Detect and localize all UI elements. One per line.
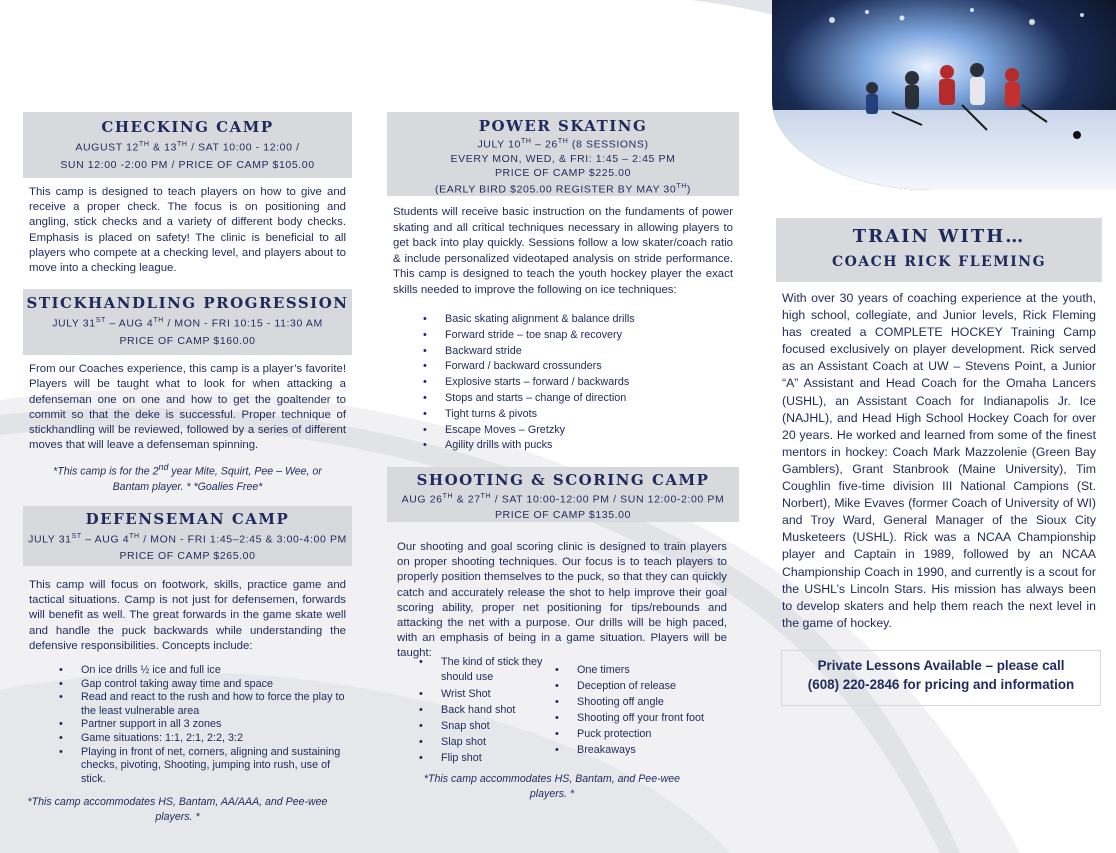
coach-header [776, 218, 1102, 282]
list-item: • One timers [553, 662, 733, 678]
list-item: • Agility drills with pucks [421, 438, 721, 454]
list-item: • Puck protection [553, 726, 733, 742]
shooting-note: *This camp accommodates HS, Bantam, and Pee-wee players. * [423, 773, 681, 800]
private-lessons-phone: (608) 220-2846 for pricing and information [807, 677, 1075, 692]
list-item: • Tight turns & pivots [421, 407, 721, 423]
power-skating-description: Students will receive basic instruction on the fundaments of power skating and all critical techniques necessary in allowing players to get back into play quickly. Sessions follow a low skater/coach ratio & include personalized videotaped analysis on stride performance. This camp is designed to teach the youth hockey player the exact skills needed to improve the following on ice techniques: [393, 206, 733, 296]
checking-camp-price: SUN 12:00 -2:00 PM / PRICE OF CAMP $105.00 [60, 158, 315, 171]
list-item: • Slap shot [417, 734, 549, 750]
shooting-header [387, 467, 739, 522]
list-item: • Basic skating alignment & balance drills [421, 312, 721, 328]
defenseman-note: *This camp accommodates HS, Bantam, AA/AAA, and Pee-wee players. * [27, 796, 328, 824]
list-item: • Forward stride – toe snap & recovery [421, 328, 721, 344]
power-skating-early-bird: (EARLY BIRD $205.00 REGISTER BY MAY 30TH) [435, 182, 691, 195]
list-item: • On ice drills ½ ice and full ice [57, 664, 347, 678]
power-skating-dates: JULY 10TH – 26TH (8 SESSIONS) [477, 138, 649, 151]
checking-camp-title: CHECKING CAMP [101, 118, 274, 136]
list-item: • Game situations: 1:1, 2:1, 2:2, 3:2 [57, 732, 347, 746]
list-item: • Backward stride [421, 344, 721, 360]
power-skating-schedule: EVERY MON, WED, & FRI: 1:45 – 2:45 PM [450, 152, 676, 165]
list-item: • Shooting off your front foot [553, 710, 733, 726]
private-lessons-box [781, 650, 1101, 706]
list-item: • The kind of stick they should use [417, 655, 549, 686]
power-skating-price: PRICE OF CAMP $225.00 [494, 166, 632, 179]
defenseman-concepts-list [57, 664, 347, 786]
list-item: • Gap control taking away time and space [57, 678, 347, 692]
hockey-players-photo [772, 0, 1116, 190]
defenseman-dates: JULY 31ST – AUG 4TH / MON - FRI 1:45–2:45 & 3:00-4:00 PM [28, 532, 347, 546]
list-item: • Back hand shot [417, 702, 549, 718]
stickhandling-dates: JULY 31ST – AUG 4TH / MON - FRI 10:15 - 11:30 AM [52, 317, 323, 330]
column-left [23, 112, 352, 825]
list-item: • Flip shot [417, 750, 549, 766]
shooting-list-right [553, 662, 733, 758]
defenseman-header [23, 506, 352, 566]
coach-bio: With over 30 years of coaching experience at the youth, high school, collegiate, and Junior levels, Rick Fleming has created a COMPLETE HOCKEY Training Camp focused exclusively on player development. Rick served as an Assistant Coach at UW – Stevens Point, a Junior “A” Assistant and Head Coach for the Omaha Lancers (USHL), an Assistant Coach for Indianapolis Jr. Ice (NAJHL), and Head High School Hockey Coach for over 20 years. He worked and learned from some of the finest mentors in hockey: Coach Mark Mazzolenie (Green Bay Gamblers), Grant Stanbrook (Maine University), Tim Coughlin five-time division III National Campions (St. Norbert), Mike Evaves (former Coach of University of WI) and Troy Ward, General Manager of the Sioux City Musketeers (USHL). Rick was a NCAA Championship player and Captain in 1989, followed by an NCAA Championship Coach in 1990, and currently is a scout for the USHL’s Lincoln Stars. His mission has always been to develop skaters and help them reach the next level in the game of hockey. [782, 291, 1096, 630]
private-lessons-line1: Private Lessons Available – please call [817, 658, 1065, 673]
coach-name: COACH RICK FLEMING [831, 254, 1047, 270]
list-item: • Escape Moves – Gretzky [421, 423, 721, 439]
shooting-list-left [417, 655, 549, 766]
defenseman-description: This camp will focus on footwork, skills, practice game and tactical situations. Camp is not just for defensemen, forwards will benefit as well. The great forwards in the game skate well and handle the puck backwards while understanding the defensive responsibilities. Concepts include: [29, 578, 346, 652]
list-item: • Stops and starts – change of direction [421, 391, 721, 407]
list-item: • Wrist Shot [417, 686, 549, 702]
checking-camp-header [23, 112, 352, 178]
shooting-title: SHOOTING & SCORING CAMP [416, 471, 710, 489]
defenseman-price: PRICE OF CAMP $265.00 [119, 550, 256, 563]
shooting-price: PRICE OF CAMP $135.00 [494, 508, 632, 521]
power-skating-title: POWER SKATING [478, 117, 648, 135]
column-right [776, 218, 1102, 632]
stickhandling-price: PRICE OF CAMP $160.00 [119, 334, 256, 347]
list-item: • Partner support in all 3 zones [57, 718, 347, 732]
power-skating-header [387, 112, 739, 196]
list-item: • Shooting off angle [553, 694, 733, 710]
checking-camp-dates: AUGUST 12TH & 13TH / SAT 10:00 - 12:00 / [75, 141, 300, 154]
list-item: • Playing in front of net, corners, aligning and sustaining checks, pivoting, Shooting, jumping into rush, use of stick. [57, 746, 347, 787]
list-item: • Snap shot [417, 718, 549, 734]
power-skating-list [421, 312, 721, 454]
list-item: • Explosive starts – forward / backwards [421, 375, 721, 391]
shooting-description: Our shooting and goal scoring clinic is designed to train players on proper shooting techniques. Our focus is to teach players to properly position themselves to the puck, so that they can quickly catch and accurately release the shot to help improve their goal scoring ability, proper net positioning for tips/rebounds and attacking the net with a purpose. Our drills will be high paced, with an emphasis of being in a game situation. Players will be taught: [397, 541, 727, 660]
stickhandling-header [23, 289, 352, 355]
train-with-title: TRAIN WITH… [852, 226, 1026, 247]
checking-camp-description: This camp is designed to teach players on how to give and receive a proper check. The focus is on positioning and angling, stick checks and a variety of different body checks. Emphasis is placed on safety! The clinic is beneficial to all players who compete at a checking level, and players about to move into a checking league. [29, 186, 346, 275]
stickhandling-description: From our Coaches experience, this camp is a player’s favorite! Players will be taught what to look for when attacking a defenseman one on one and how to get the goaltender to commit so that the deke is successful. Proper technique of stickhandling will be reviewed, followed by a series of different moves that will leave a defenseman spinning. [29, 363, 346, 452]
stickhandling-note: *This camp is for the 2nd year Mite, Squirt, Pee – Wee, or Bantam player. * *Goalies Free* [53, 462, 322, 493]
column-middle [387, 112, 739, 800]
defenseman-title: DEFENSEMAN CAMP [85, 509, 290, 528]
list-item: • Breakaways [553, 742, 733, 758]
list-item: • Read and react to the rush and how to force the play to the least vulnerable area [57, 691, 347, 718]
shooting-dates: AUG 26TH & 27TH / SAT 10:00-12:00 PM / SUN 12:00-2:00 PM [401, 493, 725, 506]
list-item: • Deception of release [553, 678, 733, 694]
list-item: • Forward / backward crossunders [421, 359, 721, 375]
stickhandling-title: STICKHANDLING PROGRESSION [26, 294, 349, 313]
